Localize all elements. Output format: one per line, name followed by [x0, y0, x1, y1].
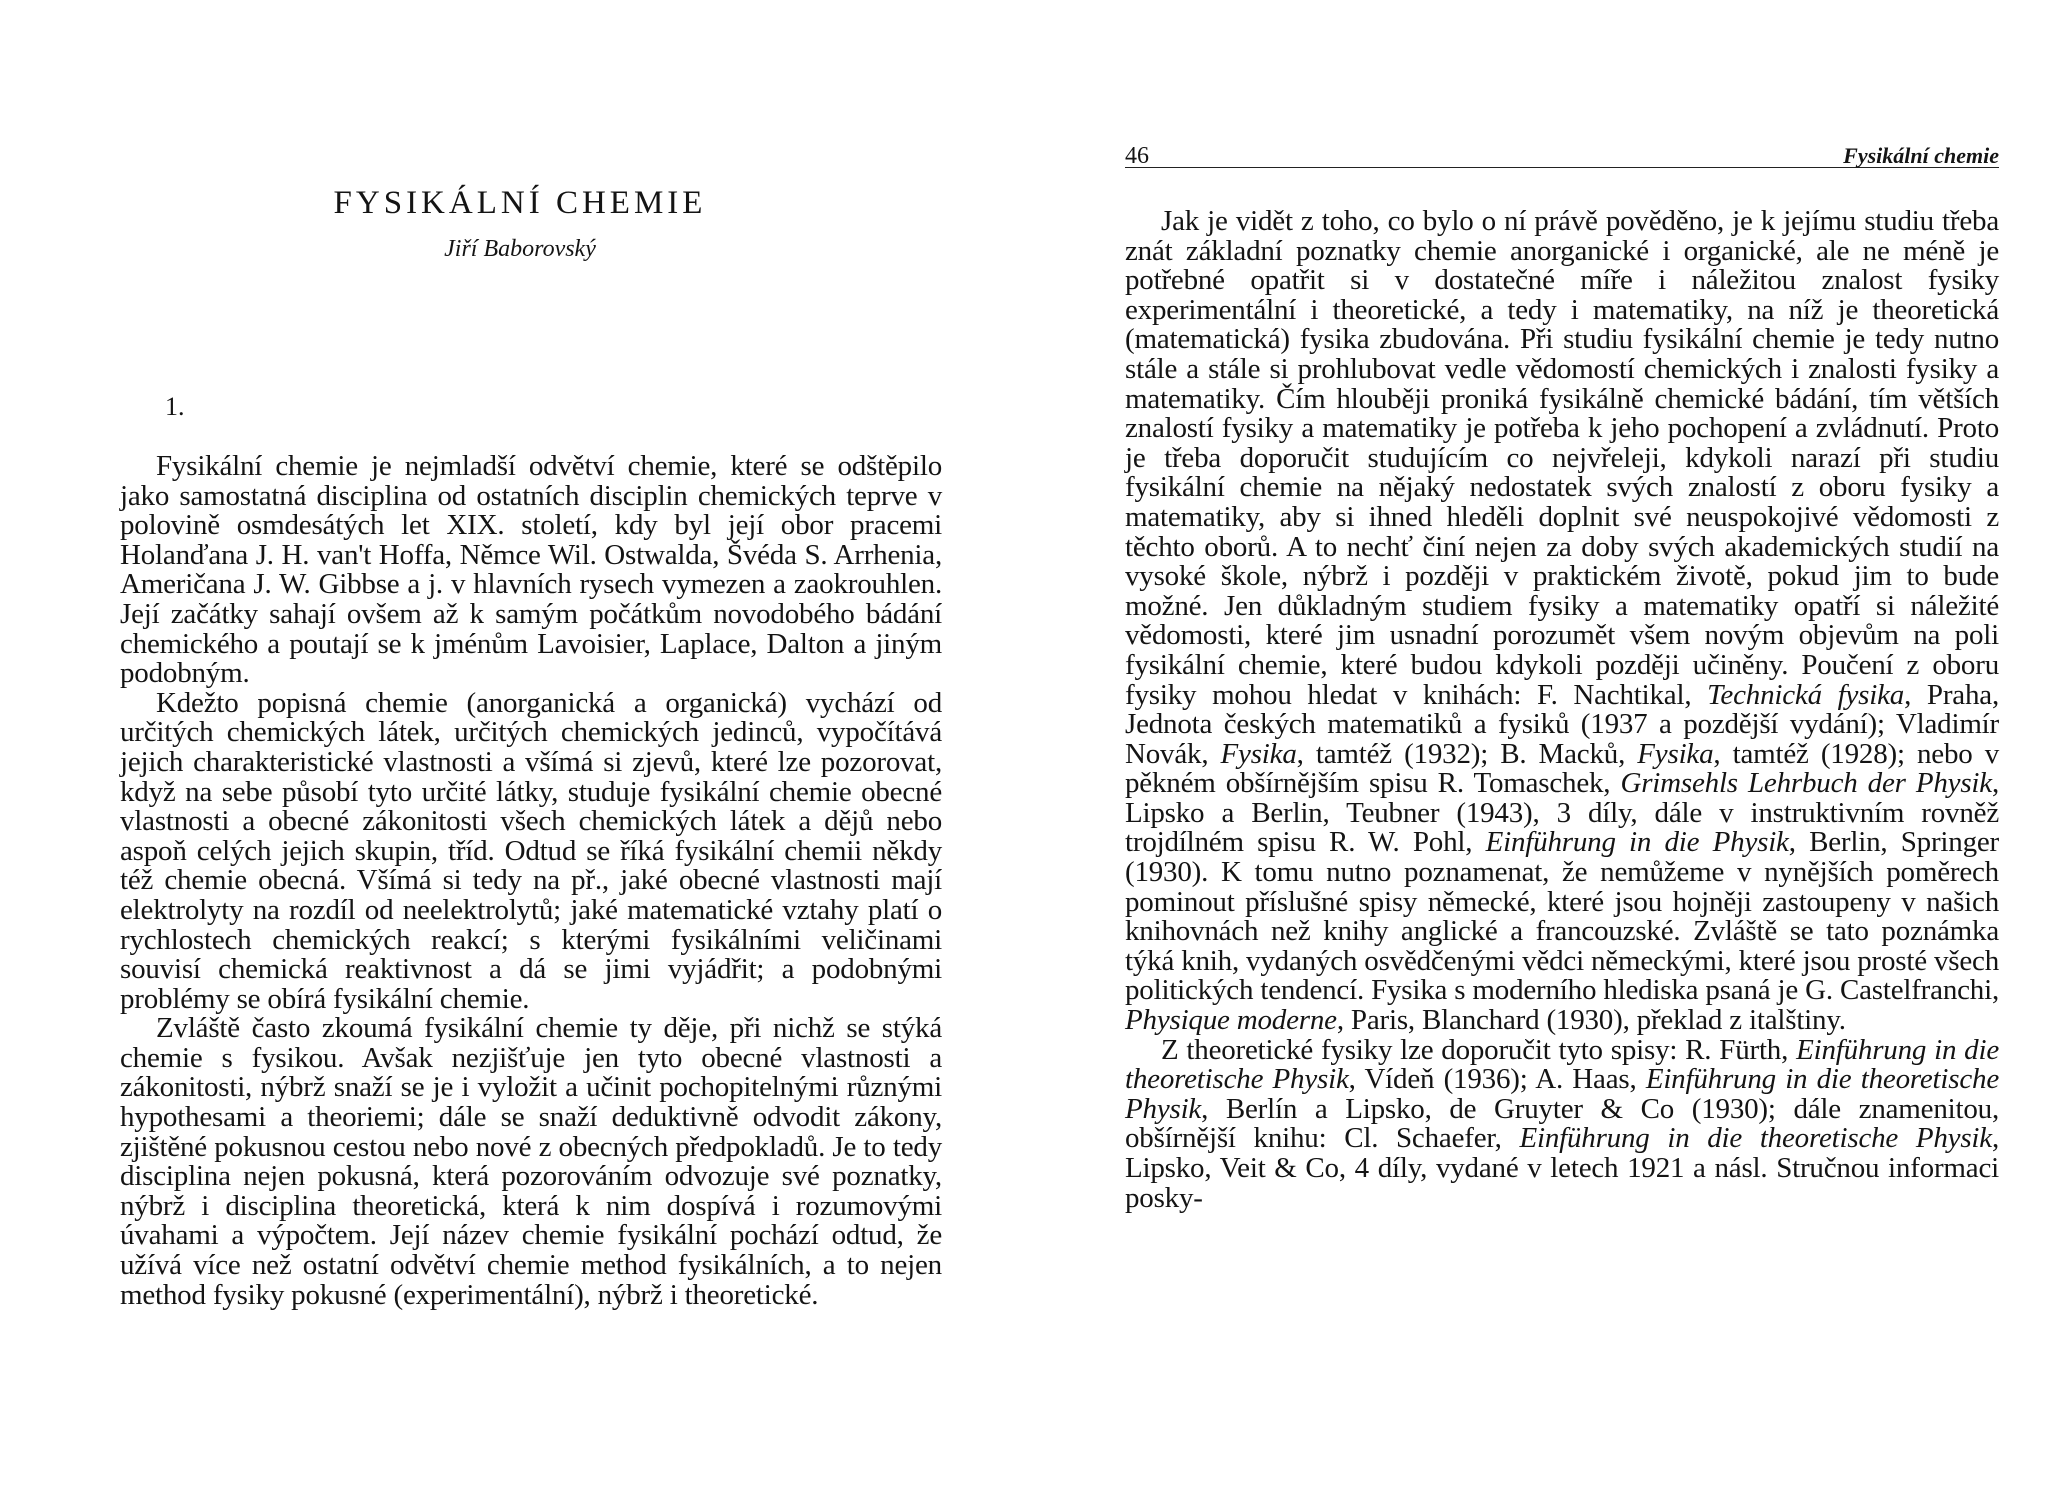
text-run: , Berlín a Lipsko, de Gruyter & Co (1930); dále znamenitou, obšírnější knihu: Cl. Schaefer, [1125, 1092, 1999, 1155]
paragraph [1125, 207, 1999, 1036]
text-run: , Lipsko, Veit & Co, 4 díly, vydané v letech 1921 a násl. Stručnou informaci posky- [1125, 1122, 1999, 1214]
paragraph: Fysikální chemie je nejmladší odvětví chemie, které se odštěpilo jako samostatná disciplina od ostatních disciplin chemických teprve v polovině osmdesátých let XIX. století, kdy byl její obor pracemi Holanďana J. H. van't Hoffa, Němce Wil. Ostwalda, Švéda S. Arrhenia, Američana J. W. Gibbse a j. v hlavních rysech vymezen a zaokrouhlen. Její začátky sahají ovšem až k samým počátkům novodobého bádání chemického a poutají se k jménům Lavoisier, Laplace, Dalton a jiným podobným. [120, 450, 942, 690]
cited-title: Physique moderne [1125, 1004, 1337, 1037]
right-page [1025, 0, 2050, 1500]
running-header [1125, 143, 1999, 168]
paragraph [1125, 1033, 2000, 1214]
text-run: , tamtéž (1932); B. Macků, [1296, 737, 1638, 770]
text-run: , Vídeň (1936); A. Haas, [1348, 1063, 1646, 1096]
cited-title: Einführung in die theoretische Physik [1125, 1033, 2000, 1096]
cited-title: Einführung in die theoretische Physik [1125, 1063, 1999, 1125]
page-number: 46 [1125, 143, 1149, 169]
text-run: , Praha, Jednota českých matematiků a fysiků (1937 a pozdější vydání); Vladimír Novák, [1125, 678, 2000, 770]
cited-title: Einführung in die theoretische Physik [1519, 1122, 1992, 1155]
cited-title: Grimsehls Lehrbuch der Physik [1620, 767, 1992, 800]
text-run: , Berlin, Springer (1930). K tomu nutno poznamenat, že nemůžeme v nynějších poměrech pominout příslušné spisy německé, které jsou hojněji zastoupeny v našich knihovnách než knihy anglické a francouzské. Zvláště se tato poznámka týká knih, vydaných osvědčenými vědci německými, které jsou prosté všech politických tendencí. Fysika s moderního hlediska psaná je G. Castelfranchi, [1125, 826, 1999, 1007]
cited-title: Einführung in die Physik [1485, 826, 1789, 859]
text-run: , Lipsko a Berlin, Teubner (1943), 3 díly, dále v instruktivním rovněž trojdílném spisu R. W. Pohl, [1125, 767, 1999, 859]
cited-title: Technická fysika [1707, 678, 1905, 711]
cited-title: Fysika [1220, 737, 1297, 770]
text-run: Jak je vidět z toho, co bylo o ní právě pověděno, je k jejímu studiu třeba znát základní poznatky chemie anorganické i organické, ale ne méně je potřebné opatřit si v dostatečné míře i náležitou znalost fysiky experimentální i theoretické, a tedy i matematiky, na níž je theoretická (matematická) fysika zbudována. Při studiu fysikální chemie je tedy nutno stále a stále si prohlubovat vedle vědomostí chemických i znalosti fysiky a matematiky. Čím hlouběji proniká fysikálně chemické bádání, tím větších znalostí fysiky a matematiky je potřeba k jeho pochopení a zvládnutí. Proto je třeba doporučit studujícím co nejvřeleji, kdykoli narazí při studiu fysikální chemie na nějaký nedostatek svých znalostí z oboru fysiky a matematiky, aby si ihned hleděli doplnit své neuspokojivé vědomosti z těchto oborů. A to nechť činí nejen za doby svých akademických studií na vysoké škole, nýbrž i později v praktickém životě, pokud jim to bude možné. Jen důkladným studiem fysiky a matematiky opatří si náležité vědomosti, které jim usnadní porozumět všem novým objevům na poli fysikální chemie, které budou kdykoli později učiněny. Poučení z oboru fysiky mohou hledat v knihách: F. Nachtikal, [1125, 205, 1999, 711]
right-text-column [1125, 207, 1999, 1213]
running-head-title: Fysikální chemie [1843, 143, 1999, 168]
text-run: Z theoretické fysiky lze doporučit tyto spisy: R. Fürth, [1161, 1033, 1797, 1066]
section-number: 1. [165, 392, 185, 421]
paragraph: Zvláště často zkoumá fysikální chemie ty děje, při nichž se stýká chemie s fysikou. Avšak nezjišťuje jen tyto obecné vlastnosti a zákonitosti, nýbrž snaží se je i vyložit a učinit pochopitelnými různými hypothesami a theoriemi; dále se snaží deduktivně odvodit zákony, zjištěné pokusnou cestou nebo nové z obecných předpokladů. Je to tedy disciplina nejen pokusná, která pozorováním odvozuje své poznatky, nýbrž i disciplina theoretická, která k nim dospívá i rozumovými úvahami a výpočtem. Její název chemie fysikální pochází odtud, že užívá více než ostatní odvětví chemie method fysikálních, a to nejen method fysiky pokusné (experimentální), nýbrž i theoretické. [120, 1012, 942, 1311]
chapter-author: Jiří Baborovský [444, 236, 596, 262]
text-run: , Paris, Blanchard (1930), překlad z italštiny. [1336, 1004, 1846, 1037]
paragraph: Kdežto popisná chemie (anorganická a organická) vychází od určitých chemických látek, určitých chemických jedinců, vypočítává jejich charakteristické vlastnosti a všímá si zjevů, které lze pozorovat, když na sebe působí tyto určité látky, studuje fysikální chemie obecné vlastnosti a obecné zákonitosti všech chemických látek a dějů nebo aspoň celých jejich skupin, tříd. Odtud se říká fysikální chemii někdy též chemie obecná. Všímá si tedy na př., jaké obecné vlastnosti mají elektrolyty na rozdíl od neelektrolytů; jaké matematické vztahy platí o rychlostech chemických reakcí; s kterými fysikálními veličinami souvisí chemická reaktivnost a dá se jimi vyjádřit; a podobnými problémy se obírá fysikální chemie. [120, 686, 942, 1015]
left-text-column [120, 452, 942, 1310]
text-run: , tamtéž (1928); nebo v pěkném obšírnějším spisu R. Tomaschek, [1125, 737, 1999, 800]
chapter-title: FYSIKÁLNÍ CHEMIE [333, 185, 707, 221]
cited-title: Fysika [1637, 737, 1714, 770]
